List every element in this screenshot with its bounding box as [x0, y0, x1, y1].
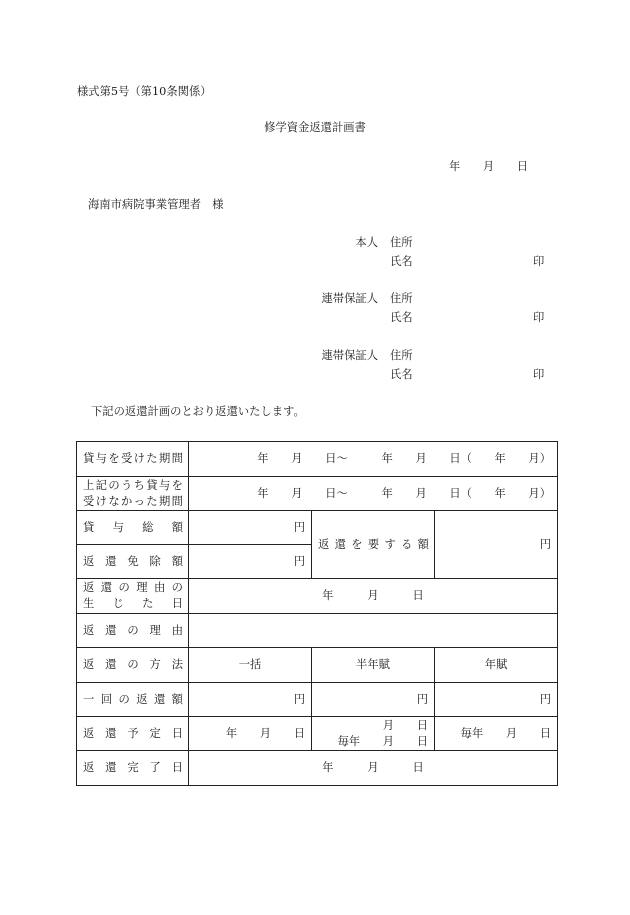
document-title: 修学資金返還計画書 [264, 121, 366, 134]
label-char: を [351, 537, 363, 551]
label-char: 上 [83, 478, 95, 492]
label-char: 要 [367, 537, 380, 551]
label-char: 理 [136, 581, 148, 594]
label-char: の [127, 623, 139, 637]
scheduled-date-annual: 毎年 月 日 [435, 717, 558, 751]
label-char: 予 [127, 726, 139, 740]
installment-amount-label [83, 693, 183, 707]
label-char: 免 [127, 554, 139, 568]
lending-period-value: 年 月 日～ 年 月 日（ 年 月） [189, 442, 558, 477]
installment-amount-annual: 円 [435, 683, 558, 717]
row-non-lending-period [77, 477, 558, 511]
method-lump-sum: 一括 [189, 648, 312, 683]
non-lending-period-label-line-1 [83, 478, 183, 494]
amount-due-label [318, 538, 429, 552]
name-label: 氏名 [390, 368, 413, 381]
lending-period-label-cell [77, 442, 189, 477]
label-char: 返 [83, 581, 95, 594]
label-char: 返 [136, 692, 148, 706]
repayment-plan-table [76, 441, 558, 786]
installment-amount-lump-sum: 円 [189, 683, 312, 717]
label-char: 受 [120, 452, 133, 465]
label-char: 返 [83, 726, 95, 740]
label-char: け [95, 494, 107, 508]
label-char: の [127, 658, 139, 671]
label-char: た [146, 494, 158, 508]
label-char: を [108, 452, 120, 465]
label-char: 額 [171, 692, 183, 706]
row-lending-period [77, 442, 558, 477]
reason-date-label-cell [77, 579, 189, 614]
signer-role: 連帯保証人 [321, 292, 378, 305]
label-char: 日 [171, 761, 183, 774]
label-char: な [108, 494, 120, 508]
label-char: 貸 [83, 520, 95, 534]
label-char: ち [133, 478, 145, 492]
row-method [77, 648, 558, 683]
table-body [77, 442, 558, 786]
label-char: 額 [417, 537, 429, 551]
completion-date-label-cell [77, 751, 189, 786]
signer-guarantor-1 [0, 292, 630, 332]
label-char: す [384, 537, 396, 551]
label-char: 還 [105, 726, 117, 740]
label-char: 完 [127, 761, 139, 774]
address-label: 住所 [390, 236, 413, 249]
label-char: の [118, 692, 130, 706]
row-installment-amount [77, 683, 558, 717]
label-char: じ [112, 597, 124, 610]
completion-date-label [83, 761, 183, 775]
label-char: 与 [158, 478, 171, 492]
label-char: 期 [158, 494, 171, 508]
total-lent-label-cell [77, 511, 189, 545]
label-char: 返 [83, 554, 95, 568]
form-number: 様式第5号（第10条関係） [77, 85, 212, 98]
row-scheduled-date [77, 717, 558, 751]
method-semiannual: 半年賦 [312, 648, 435, 683]
label-char: 由 [153, 581, 166, 594]
row-completion-date [77, 751, 558, 786]
label-char: 還 [153, 692, 166, 706]
label-char: 還 [105, 554, 117, 568]
statement: 下記の返還計画のとおり返還いたします。 [91, 405, 305, 418]
method-annual: 年賦 [435, 648, 558, 683]
label-char: っ [133, 494, 145, 508]
label-char: 額 [171, 520, 183, 534]
label-char: 返 [318, 537, 330, 551]
signer-applicant [0, 236, 630, 276]
reason-date-label-line-1 [83, 580, 183, 596]
label-char: 日 [171, 726, 183, 740]
label-char: 方 [149, 658, 161, 671]
label-char: の [171, 581, 183, 594]
label-char: 還 [105, 761, 117, 774]
exempted-amount-value: 円 [189, 545, 312, 579]
label-char: 期 [158, 452, 171, 465]
label-char: 由 [171, 623, 183, 637]
label-char: の [108, 478, 120, 492]
label-char: う [120, 478, 133, 492]
amount-due-label-cell [312, 511, 435, 579]
addressee: 海南市病院事業管理者 様 [88, 198, 224, 211]
label-char: 返 [83, 761, 95, 774]
label-char: 法 [171, 658, 183, 671]
label-char: 日 [171, 597, 183, 610]
label-char: の [118, 581, 130, 594]
reason-value [189, 614, 558, 648]
label-char: 定 [149, 726, 161, 740]
reason-date-label-line-2 [83, 596, 183, 612]
label-char: 額 [171, 554, 183, 568]
scheduled-date-semiannual-line-2: 毎年 月 日 [337, 734, 428, 748]
completion-date-value: 年 月 日 [189, 751, 558, 786]
scheduled-date-label-cell [77, 717, 189, 751]
label-char: 生 [83, 597, 95, 610]
reason-label [83, 624, 183, 638]
name-label: 氏名 [390, 311, 413, 324]
label-char: 還 [100, 581, 113, 594]
scheduled-date-semiannual-line-1: 月 日 [382, 718, 428, 732]
row-reason [77, 614, 558, 648]
label-char: 与 [95, 452, 107, 465]
label-char: か [120, 494, 133, 508]
signer-role: 本人 [355, 236, 378, 249]
label-char: 一 [83, 692, 95, 706]
row-total-lent [77, 511, 558, 545]
label-char: た [142, 597, 154, 610]
seal-mark: 印 [533, 368, 545, 381]
installment-amount-semiannual: 円 [312, 683, 435, 717]
label-char: 与 [112, 520, 124, 534]
reason-date-value: 年 月 日 [189, 579, 558, 614]
signer-role: 連帯保証人 [321, 349, 378, 362]
label-char: 返 [83, 658, 95, 671]
scheduled-date-label [83, 727, 183, 741]
seal-mark: 印 [533, 311, 545, 324]
signer-guarantor-2 [0, 349, 630, 389]
label-char: 還 [334, 537, 346, 551]
label-char: 記 [95, 478, 107, 492]
label-char: を [171, 478, 183, 492]
total-lent-amount: 円 [189, 511, 312, 545]
exempted-amount-label-cell [77, 545, 189, 579]
method-label [83, 658, 183, 672]
installment-amount-label-cell [77, 683, 189, 717]
label-char: 了 [149, 761, 161, 774]
label-char: た [146, 452, 158, 465]
label-char: 受 [83, 494, 95, 508]
exempted-amount-label [83, 555, 183, 569]
label-char: 還 [105, 658, 117, 671]
label-char: る [401, 537, 413, 551]
seal-mark: 印 [533, 255, 545, 268]
label-char: 間 [171, 494, 183, 508]
label-char: け [133, 452, 145, 465]
label-char: 貸 [146, 478, 158, 492]
lending-period-label [83, 452, 183, 466]
label-char: 返 [83, 623, 95, 637]
submission-date: 年 月 日 [449, 160, 529, 173]
non-lending-period-label-line-2 [83, 494, 183, 510]
label-char: 理 [149, 623, 161, 637]
reason-label-cell [77, 614, 189, 648]
non-lending-period-value: 年 月 日～ 年 月 日（ 年 月） [189, 477, 558, 511]
label-char: 回 [100, 692, 113, 706]
label-char: 間 [171, 452, 183, 465]
address-label: 住所 [390, 292, 413, 305]
method-label-cell [77, 648, 189, 683]
scheduled-date-lump-sum: 年 月 日 [189, 717, 312, 751]
address-label: 住所 [390, 349, 413, 362]
label-char: 総 [142, 520, 154, 534]
total-lent-label [83, 521, 183, 535]
label-char: 還 [105, 623, 117, 637]
scheduled-date-semiannual [312, 717, 435, 751]
row-reason-date [77, 579, 558, 614]
label-char: 貸 [83, 452, 95, 465]
non-lending-period-label-cell [77, 477, 189, 511]
amount-due-amount: 円 [435, 511, 558, 579]
name-label: 氏名 [390, 255, 413, 268]
label-char: 除 [149, 554, 161, 568]
